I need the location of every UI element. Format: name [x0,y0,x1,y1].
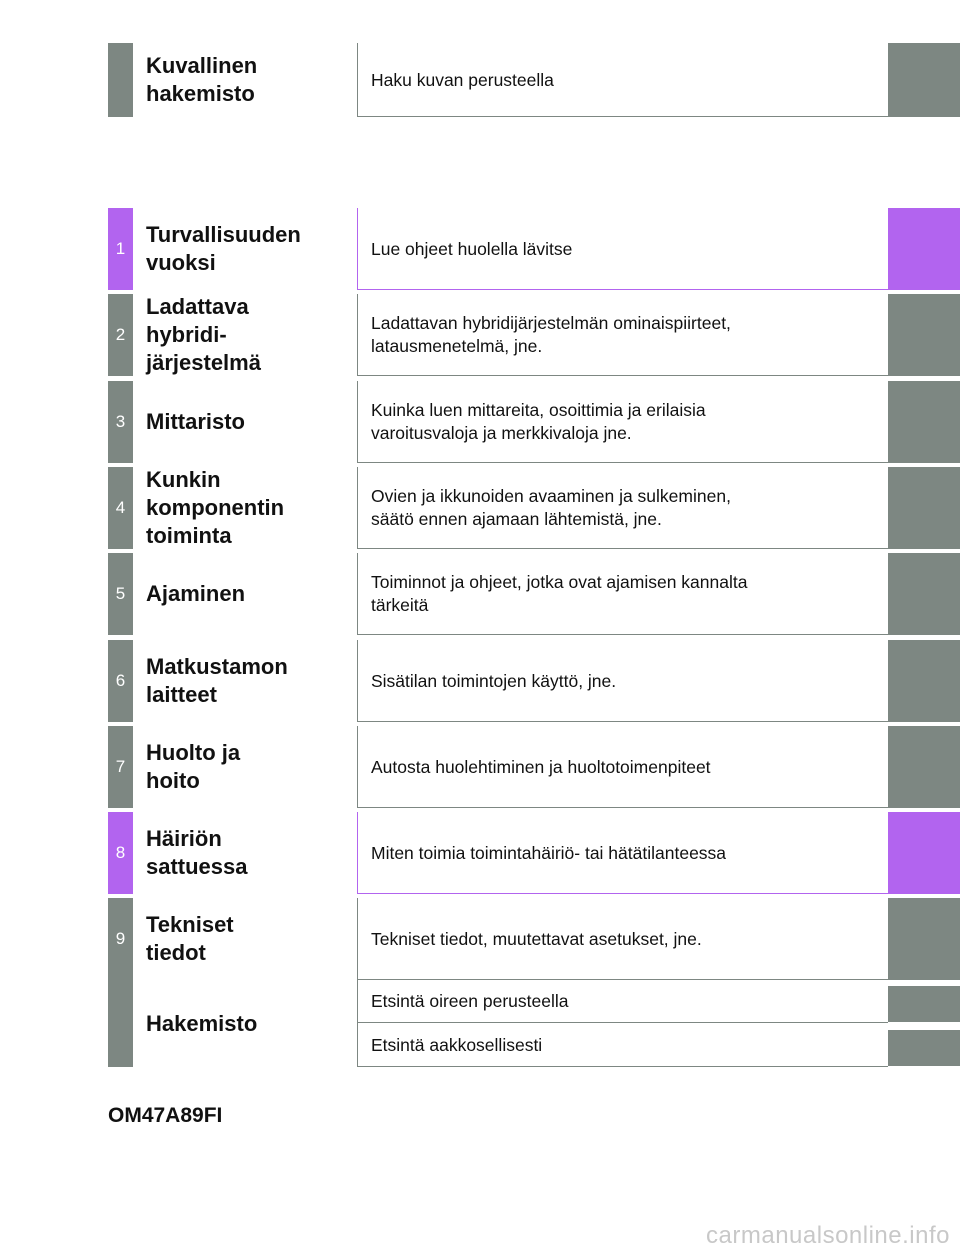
section-description: Ovien ja ikkunoiden avaaminen ja sulkeminen, säätö ennen ajamaan lähtemistä, jne. [371,486,731,529]
separator [357,43,358,117]
section-tab-6[interactable] [888,640,960,722]
section-number: 5 [108,553,133,635]
section-row-8[interactable] [108,812,960,894]
separator [357,640,358,722]
separator [357,812,358,894]
section-row-9[interactable] [108,898,960,980]
section-row-4[interactable] [108,467,960,549]
picture-index-row[interactable] [108,43,960,117]
separator [357,381,358,463]
section-title: Mittaristo [146,409,245,434]
separator [357,980,358,1067]
section-description: Sisätilan toimintojen käyttö, jne. [371,670,617,691]
section-row-1[interactable] [108,208,960,290]
section-row-5[interactable] [108,553,960,635]
separator [357,208,358,290]
section-title: Ajaminen [146,581,246,606]
section-tab-7[interactable] [888,726,960,808]
section-description: Autosta huolehtiminen ja huoltotoimenpiteet [371,756,711,777]
separator [357,294,358,376]
index-entry-symptom[interactable]: Etsintä oireen perusteella [371,991,569,1011]
entry-divider [357,1022,888,1023]
separator [357,553,358,635]
section-number: 6 [108,640,133,722]
separator [357,898,358,980]
section-title: Hakemisto [146,1010,258,1036]
section-number: 9 [108,898,133,980]
section-description: Lue ohjeet huolella lävitse [371,238,573,259]
index-tab-alphabetical[interactable] [888,1030,960,1066]
section-tab-1[interactable] [888,208,960,290]
section-title: Tekniset tiedot [146,912,234,965]
index-tab-symptom[interactable] [888,986,960,1022]
section-number: 2 [108,294,133,376]
section-description: Toiminnot ja ohjeet, jotka ovat ajamisen kannalta tärkeitä [371,572,748,615]
manual-code: OM47A89FI [108,1104,223,1127]
index-row[interactable] [108,980,960,1067]
section-tab-9[interactable] [888,898,960,980]
section-title: Matkustamon laitteet [146,654,288,707]
section-number: 1 [108,208,133,290]
section-tab[interactable] [888,43,960,117]
section-description: Miten toimia toimintahäiriö- tai hätätilanteessa [371,842,727,863]
section-color-bar [108,43,133,117]
section-title: Huolto ja hoito [146,740,241,793]
section-row-6[interactable] [108,640,960,722]
section-number: 8 [108,812,133,894]
section-tab-8[interactable] [888,812,960,894]
watermark: carmanualsonline.info [706,1222,950,1249]
section-description: Ladattavan hybridijärjestelmän ominaispiirteet, latausmenetelmä, jne. [371,313,731,356]
section-number: 7 [108,726,133,808]
section-tab-2[interactable] [888,294,960,376]
separator [357,467,358,549]
section-row-3[interactable] [108,381,960,463]
section-tab-3[interactable] [888,381,960,463]
section-title: Turvallisuuden vuoksi [146,222,301,275]
section-number: 4 [108,467,133,549]
index-entry-alphabetical[interactable]: Etsintä aakkosellisesti [371,1035,543,1055]
section-tab-5[interactable] [888,553,960,635]
section-title: Ladattava hybridi- järjestelmä [146,294,261,375]
separator [357,726,358,808]
section-description: Kuinka luen mittareita, osoittimia ja erilaisia varoitusvaloja ja merkkivaloja jne. [371,400,706,443]
section-row-2[interactable] [108,294,960,376]
section-description: Tekniset tiedot, muutettavat asetukset, jne. [371,928,702,949]
section-title: Kunkin komponentin toiminta [146,467,285,548]
section-description: Haku kuvan perusteella [371,69,554,90]
section-title: Kuvallinen hakemisto [146,53,258,106]
entry-divider [357,1066,888,1067]
section-number: 3 [108,381,133,463]
section-tab-4[interactable] [888,467,960,549]
section-color-bar [108,980,133,1067]
section-title: Häiriön sattuessa [146,826,248,879]
section-row-7[interactable] [108,726,960,808]
